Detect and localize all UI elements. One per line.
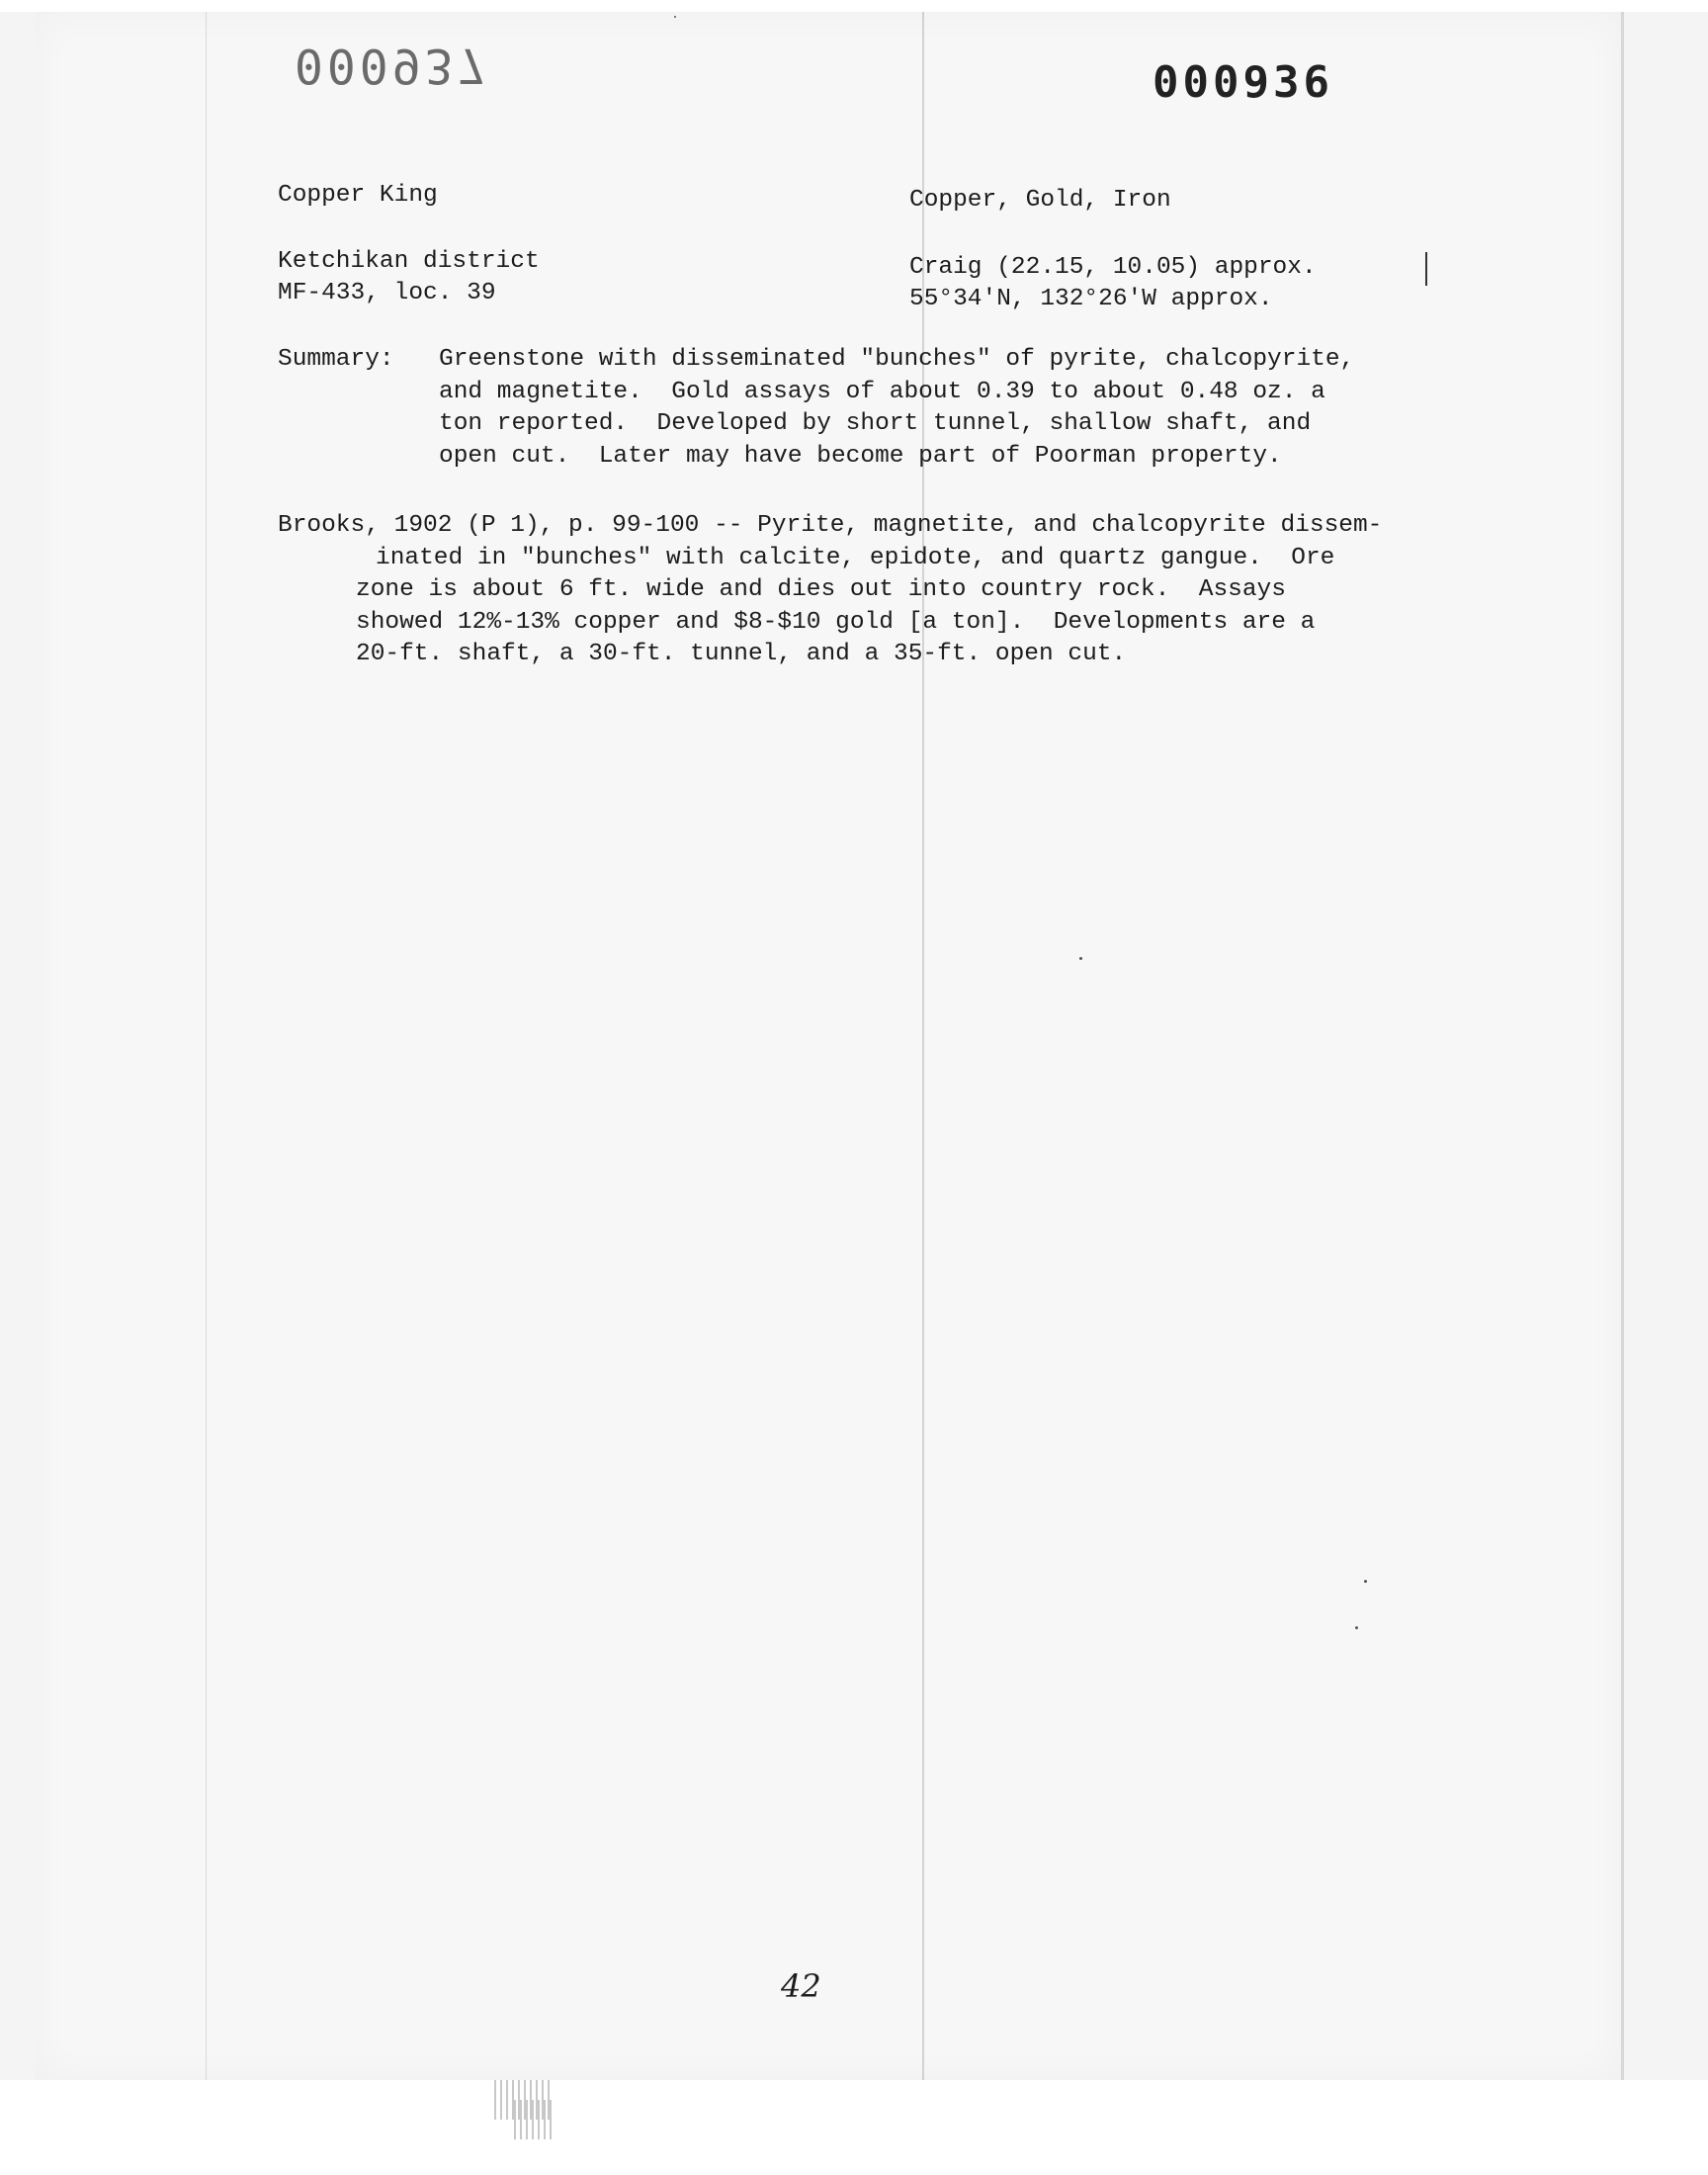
left-fold-line: [206, 12, 207, 2128]
scanner-top-strip: [0, 0, 1708, 12]
stamp-top-right: 000936: [1153, 57, 1333, 108]
reference-line: 20-ft. shaft, a 30-ft. tunnel, and a 35-ft. open cut.: [356, 641, 1127, 667]
document-page: [36, 12, 1624, 2082]
commodities: Copper, Gold, Iron: [909, 187, 1171, 214]
reference-line: showed 12%-13% copper and $8-$10 gold [a ton]. Developments are a: [356, 608, 1316, 636]
reference-line: inated in "bunches" with calcite, epidote, and quartz gangue. Ore: [376, 544, 1335, 571]
dust-speck: [674, 16, 676, 18]
reference-line: Brooks, 1902 (P 1), p. 99-100 -- Pyrite, magnetite, and chalcopyrite dissem-: [278, 512, 1383, 539]
district: Ketchikan district: [278, 248, 540, 275]
dust-speck: [1364, 1580, 1367, 1583]
stamp-top-left: 000937: [295, 38, 490, 93]
margin-mark: [1425, 252, 1427, 286]
reference-line: zone is about 6 ft. wide and dies out into country rock. Assays: [356, 576, 1286, 603]
coordinates: 55°34'N, 132°26'W approx.: [909, 286, 1273, 312]
summary-line: Greenstone with disseminated "bunches" of pyrite, chalcopyrite,: [439, 346, 1355, 373]
center-fold-line: [922, 12, 924, 2128]
dust-speck: [1079, 957, 1082, 960]
property-name: Copper King: [278, 182, 438, 209]
scan-tick-marks: [514, 2100, 554, 2139]
scanner-bottom-strip: [0, 2080, 1708, 2175]
summary-line: open cut. Later may have become part of Poorman property.: [439, 442, 1282, 470]
summary-line: ton reported. Developed by short tunnel, shallow shaft, and: [439, 410, 1312, 437]
summary-label: Summary:: [278, 346, 394, 373]
quadrangle: Craig (22.15, 10.05) approx.: [909, 254, 1317, 281]
reference-entry: [278, 510, 1563, 671]
summary-line: and magnetite. Gold assays of about 0.39 to about 0.48 oz. a: [439, 378, 1325, 405]
summary-text: [439, 344, 1526, 473]
page-number: 42: [781, 1967, 821, 2005]
dust-speck: [1355, 1626, 1358, 1629]
map-reference: MF-433, loc. 39: [278, 280, 496, 306]
